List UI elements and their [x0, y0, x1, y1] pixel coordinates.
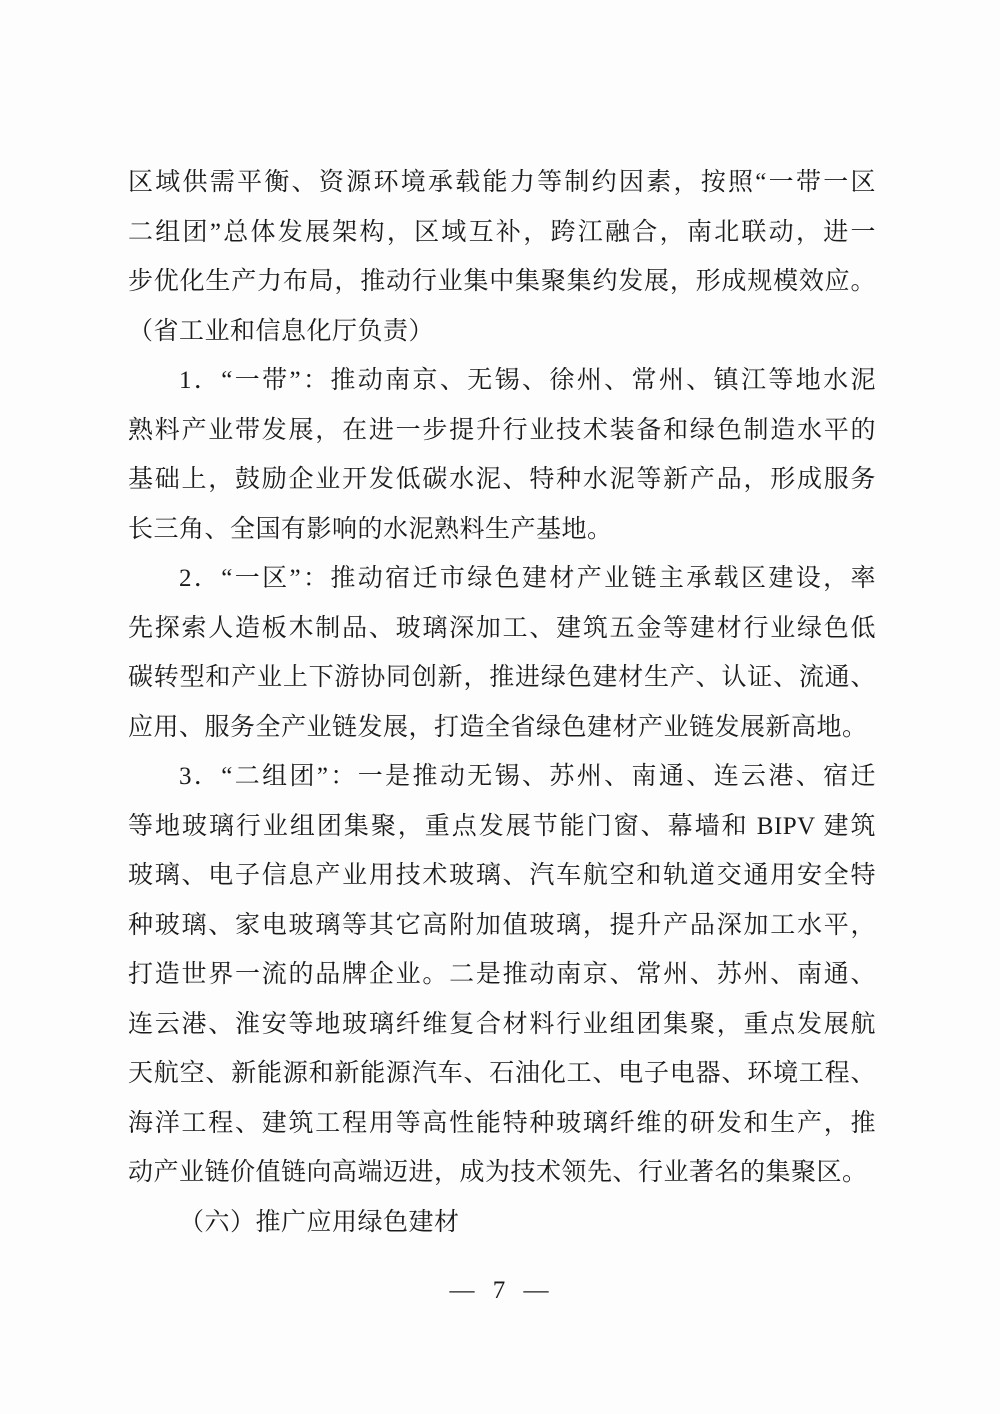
text-line: 种玻璃、家电玻璃等其它高附加值玻璃，提升产品深加工水平，: [128, 911, 876, 939]
text-line: 动产业链价值链向高端迈进，成为技术领先、行业著名的集聚区。: [128, 1159, 868, 1186]
text-line: 海洋工程、建筑工程用等高性能特种玻璃纤维的研发和生产，推: [128, 1109, 876, 1137]
text-line: 基础上，鼓励企业开发低碳水泥、特种水泥等新产品，形成服务: [128, 466, 876, 493]
text-line: （省工业和信息化厅负责）: [128, 317, 435, 345]
text-line: 熟料产业带发展，在进一步提升行业技术装备和绿色制造水平的: [128, 416, 876, 444]
text-line: 先探索人造板木制品、玻璃深加工、建筑五金等建材行业绿色低: [128, 614, 876, 642]
document-body: [128, 158, 876, 1247]
text-line: 等地玻璃行业组团集聚，重点发展节能门窗、幕墙和 BIPV 建筑: [128, 812, 876, 840]
text-line: 应用、服务全产业链发展，打造全省绿色建材产业链发展新高地。: [128, 713, 868, 741]
text-line: 2．“一区”：推动宿迁市绿色建材产业链主承载区建设，率: [179, 565, 876, 592]
text-line: 区域供需平衡、资源环境承载能力等制约因素，按照“一带一区: [128, 169, 876, 196]
text-line: 打造世界一流的品牌企业。二是推动南京、常州、苏州、南通、: [128, 961, 876, 988]
text-line: 步优化生产力布局，推动行业集中集聚集约发展，形成规模效应。: [128, 268, 876, 295]
text-line: 碳转型和产业上下游协同创新，推进绿色建材生产、认证、流通、: [128, 664, 876, 691]
text-line: 玻璃、电子信息产业用技术玻璃、汽车航空和轨道交通用安全特: [128, 862, 876, 889]
text-line: 1．“一带”：推动南京、无锡、徐州、常州、镇江等地水泥: [179, 367, 876, 394]
text-line: 长三角、全国有影响的水泥熟料生产基地。: [128, 515, 613, 543]
text-line: 天航空、新能源和新能源汽车、石油化工、电子电器、环境工程、: [128, 1060, 876, 1087]
page-number: — 7 —: [449, 1277, 551, 1304]
text-line: 3．“二组团”：一是推动无锡、苏州、南通、连云港、宿迁: [179, 763, 876, 790]
text-line: 连云港、淮安等地玻璃纤维复合材料行业组团集聚，重点发展航: [128, 1010, 876, 1038]
text-line: 二组团”总体发展架构，区域互补，跨江融合，南北联动，进一: [128, 218, 876, 246]
section-heading: （六）推广应用绿色建材: [179, 1208, 460, 1236]
